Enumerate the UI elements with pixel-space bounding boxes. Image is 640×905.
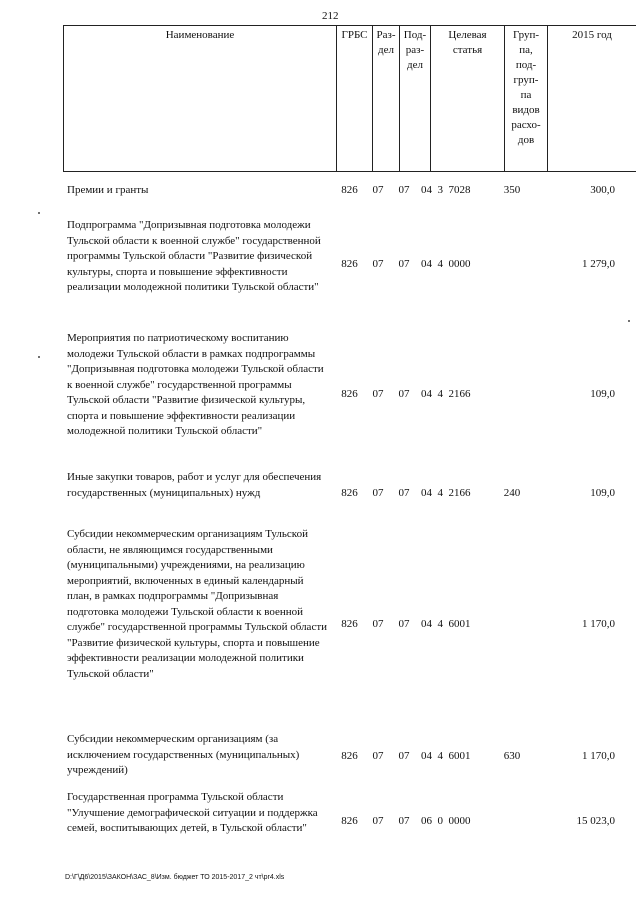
header-name: Наименование bbox=[64, 26, 337, 172]
header-podrazdel: Под- раз- дел bbox=[400, 26, 431, 172]
row-target: 04 3 7028 bbox=[421, 184, 471, 196]
header-razdel: Раз- дел bbox=[373, 26, 400, 172]
row-razdel: 07 bbox=[372, 618, 384, 630]
scan-mark bbox=[38, 212, 40, 214]
row-amount: 109,0 bbox=[590, 388, 615, 400]
row-amount: 1 279,0 bbox=[582, 258, 615, 270]
row-group: 630 bbox=[503, 750, 521, 762]
row-razdel: 07 bbox=[372, 184, 384, 196]
row-razdel: 07 bbox=[372, 487, 384, 499]
row-name: Иные закупки товаров, работ и услуг для обеспечения государственных (муниципальных) нужд bbox=[67, 471, 322, 499]
row-name: Подпрограмма "Допризывная подготовка молодежи Тульской области к военной службе" государственной программы Тульской области "Развитие физической культуры, спорта и повышение эффективности реализации молодежной политики Тульской области" bbox=[67, 219, 321, 293]
row-podrazdel: 07 bbox=[398, 750, 410, 762]
header-group: Груп- па, под- груп- па видов расхо- дов bbox=[505, 26, 548, 172]
header-grbs: ГРБС bbox=[337, 26, 373, 172]
row-podrazdel: 07 bbox=[398, 184, 410, 196]
row-razdel: 07 bbox=[372, 815, 384, 827]
scan-mark bbox=[38, 356, 40, 358]
row-target: 04 4 2166 bbox=[421, 388, 471, 400]
row-razdel: 07 bbox=[372, 750, 384, 762]
scan-mark bbox=[628, 320, 630, 322]
row-amount: 1 170,0 bbox=[582, 750, 615, 762]
row-name: Субсидии некоммерческим организациям (за исключением государственных (муниципальных) учреждений) bbox=[67, 733, 300, 776]
row-grbs: 826 bbox=[341, 815, 358, 827]
row-name: Мероприятия по патриотическому воспитанию молодежи Тульской области в рамках подпрограммы "Допризывная подготовка молодежи Тульской области к военной службе" государственной программы Тульской области "Развитие физической культуры, спорта и повышение эффективности реализации молодежной политики Тульской области" bbox=[67, 332, 324, 437]
row-name: Субсидии некоммерческим организациям Тульской области, не являющимся государственными (муниципальными) учреждениями, на реализацию мероприятий, включенных в единый календарный план, в рамках подпрограммы "Допризывная подготовка молодежи Тульской области к военной службе" государственной программы Тульской области "Развитие физической культуры, спорта и повышение эффективности реализации молодежной политики Тульской области" bbox=[67, 528, 328, 680]
row-grbs: 826 bbox=[341, 388, 358, 400]
row-group: 240 bbox=[503, 487, 521, 499]
row-podrazdel: 07 bbox=[398, 815, 410, 827]
row-razdel: 07 bbox=[372, 258, 384, 270]
row-grbs: 826 bbox=[341, 258, 358, 270]
row-podrazdel: 07 bbox=[398, 487, 410, 499]
row-grbs: 826 bbox=[341, 487, 358, 499]
row-target: 04 4 2166 bbox=[421, 487, 471, 499]
row-target: 06 0 0000 bbox=[421, 815, 471, 827]
row-amount: 15 023,0 bbox=[576, 815, 615, 827]
row-grbs: 826 bbox=[341, 618, 358, 630]
header-target: Целевая статья bbox=[431, 26, 505, 172]
row-name: Премии и гранты bbox=[67, 184, 149, 196]
row-podrazdel: 07 bbox=[398, 618, 410, 630]
budget-table-header bbox=[63, 25, 636, 172]
row-group: 350 bbox=[503, 184, 521, 196]
row-target: 04 4 6001 bbox=[421, 618, 471, 630]
row-target: 04 4 6001 bbox=[421, 750, 471, 762]
row-amount: 109,0 bbox=[590, 487, 615, 499]
row-razdel: 07 bbox=[372, 388, 384, 400]
row-grbs: 826 bbox=[341, 184, 358, 196]
row-amount: 300,0 bbox=[590, 184, 615, 196]
row-grbs: 826 bbox=[341, 750, 358, 762]
row-podrazdel: 07 bbox=[398, 258, 410, 270]
row-name: Государственная программа Тульской области "Улучшение демографической ситуации и поддержка семей, воспитывающих детей, в Тульской области" bbox=[67, 791, 318, 834]
header-year: 2015 год bbox=[548, 26, 637, 172]
row-target: 04 4 0000 bbox=[421, 258, 471, 270]
row-podrazdel: 07 bbox=[398, 388, 410, 400]
row-amount: 1 170,0 bbox=[582, 618, 615, 630]
page-number: 212 bbox=[322, 10, 339, 22]
footer-file-path: D:\Г\Д6\2015\ЗАКОН\ЗАС_8\Изм. бюджет ТО 2015-2017_2 чт\pr4.xls bbox=[65, 874, 285, 881]
